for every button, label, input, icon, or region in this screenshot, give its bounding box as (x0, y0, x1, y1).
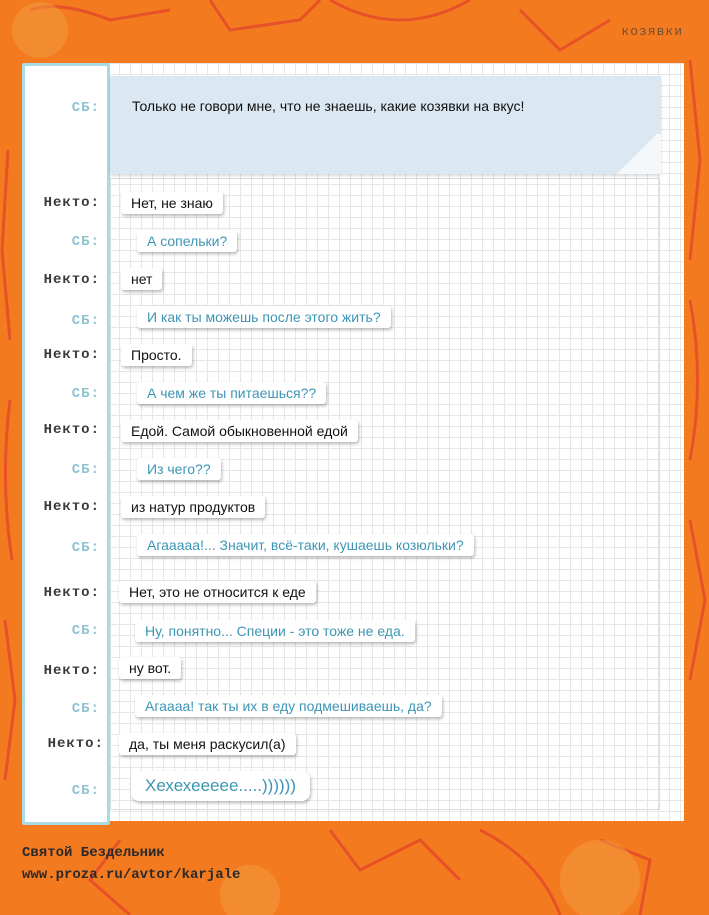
message-bubble: нет (121, 268, 162, 290)
message-bubble: да, ты меня раскусил(а) (119, 733, 296, 755)
footer-author: Святой Бездельник (22, 845, 165, 861)
message-bubble: А сопельки? (137, 230, 237, 252)
speaker-label: Некто: (43, 347, 100, 363)
speaker-label: Некто: (43, 499, 100, 515)
speaker-label: СБ: (71, 313, 100, 329)
speaker-label: Некто: (43, 195, 100, 211)
message-bubble: Ну, понятно... Специи - это тоже не еда. (135, 620, 415, 642)
footer-url: www.proza.ru/avtor/karjale (22, 867, 241, 883)
message-bubble: Из чего?? (137, 458, 221, 480)
speaker-label: СБ: (71, 462, 100, 478)
speaker-label: Некто: (43, 585, 100, 601)
speaker-label: СБ: (71, 623, 100, 639)
speaker-label: Некто: (43, 422, 100, 438)
message-bubble: Нет, не знаю (121, 192, 223, 214)
corner-title: козявки (621, 24, 683, 39)
message-bubble-emphasis: Хехехеееее.....)))))) (131, 771, 310, 801)
speaker-label: СБ: (71, 540, 100, 556)
speaker-label: Некто: (43, 663, 100, 679)
header-note-card (110, 76, 661, 174)
message-bubble: Едой. Самой обыкновенной едой (121, 420, 358, 442)
message-bubble: Агааааа!... Значит, всё-таки, кушаешь козюльки? (137, 534, 474, 556)
message-bubble: И как ты можешь после этого жить? (137, 306, 391, 328)
speaker-label: СБ: (71, 701, 100, 717)
speaker-label: СБ: (71, 783, 100, 799)
message-bubble: Нет, это не относится к еде (119, 581, 316, 603)
header-speaker-label: СБ: (71, 100, 100, 116)
message-bubble: ну вот. (119, 657, 181, 679)
speaker-label: Некто: (43, 272, 100, 288)
speaker-label: Некто: (47, 736, 104, 752)
page-fold-icon (613, 134, 661, 174)
message-bubble: из натур продуктов (121, 496, 265, 518)
speaker-label: СБ: (71, 234, 100, 250)
speaker-label: СБ: (71, 386, 100, 402)
message-bubble: Агаааа! так ты их в еду подмешиваешь, да? (135, 695, 442, 717)
message-bubble: А чем же ты питаешься?? (137, 382, 326, 404)
message-bubble: Просто. (121, 344, 192, 366)
header-message-text: Только не говори мне, что не знаешь, какие козявки на вкус! (132, 98, 525, 114)
